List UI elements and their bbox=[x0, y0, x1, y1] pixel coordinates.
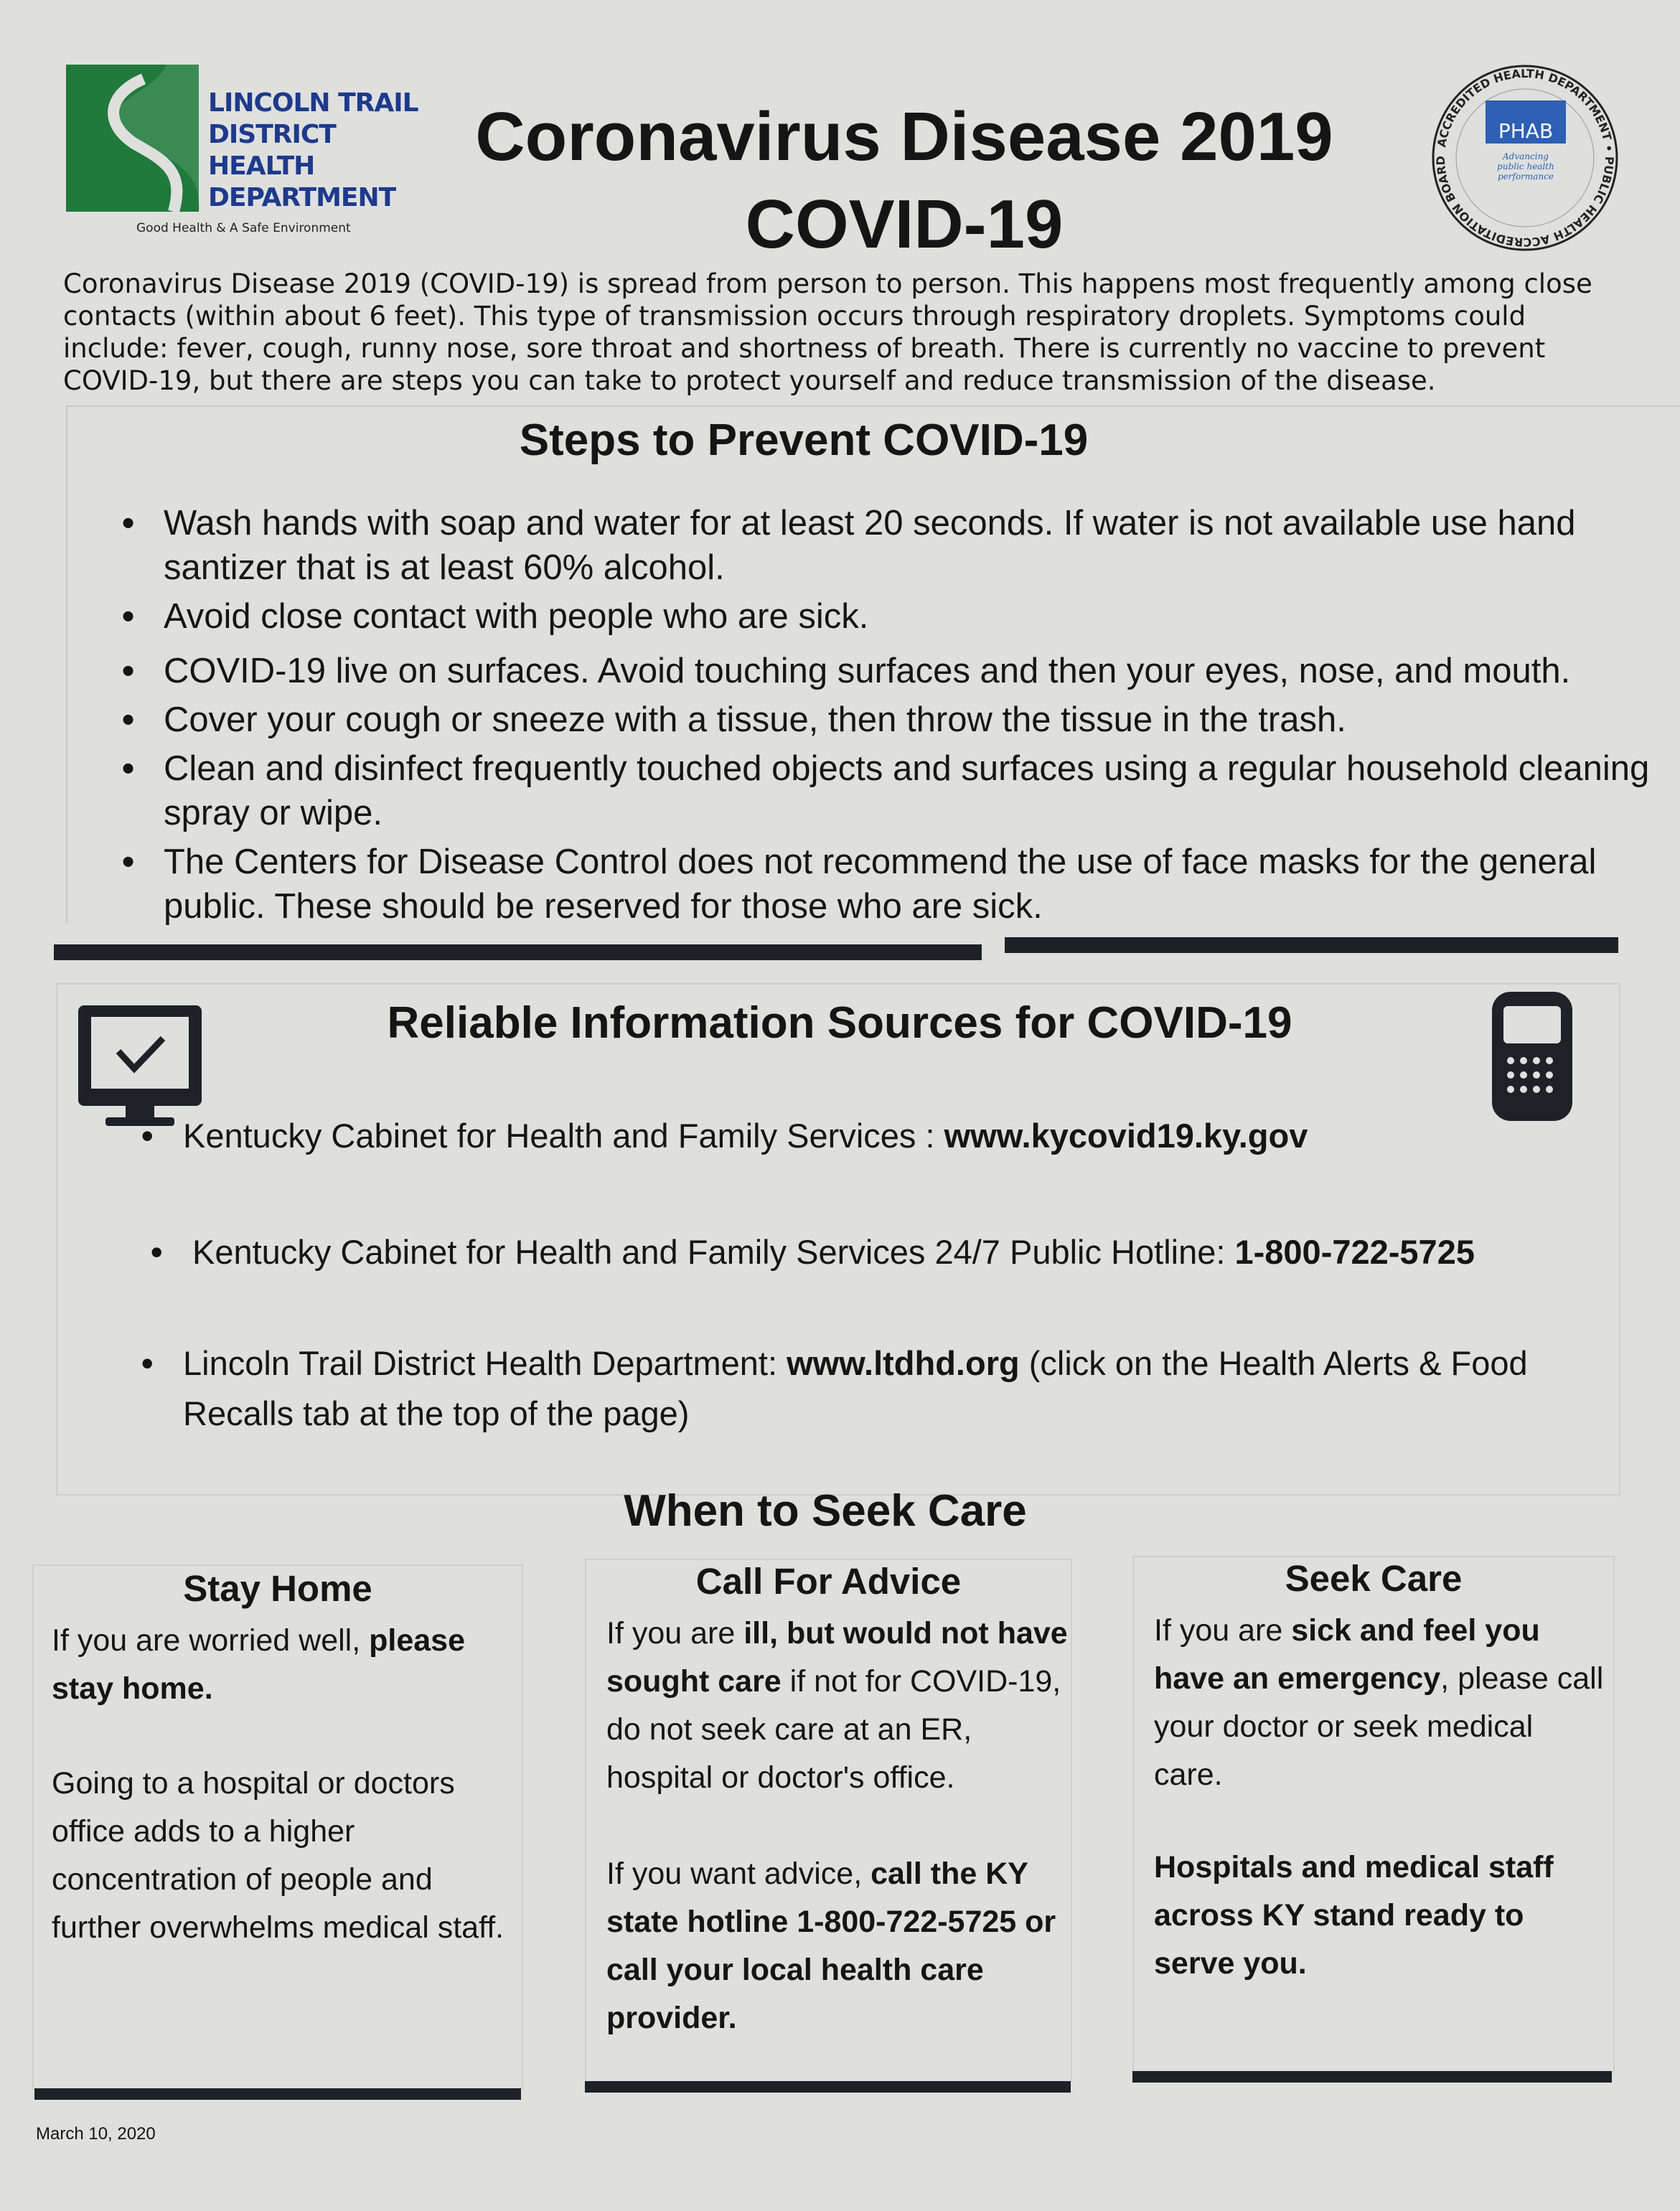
divider bbox=[1005, 937, 1618, 953]
source-note: (click on the Health Alerts & Food Recalls tab at the top of the page) bbox=[183, 1344, 1528, 1432]
list-item: • Avoid close contact with people who are sick. bbox=[122, 594, 1679, 639]
care-heading: When to Seek Care bbox=[624, 1486, 1027, 1536]
card-text-bold: call the KY state hotline 1-800-722-5725 or call your local health care provider. bbox=[606, 1856, 1056, 2035]
seal-sub: Advancing bbox=[1503, 151, 1549, 161]
source-label: Kentucky Cabinet for Health and Family Services : bbox=[183, 1117, 944, 1155]
source-label: Kentucky Cabinet for Health and Family Services 24/7 Public Hotline: bbox=[192, 1233, 1235, 1271]
card-text-bold: please stay home. bbox=[52, 1623, 465, 1706]
logo-line: DISTRICT bbox=[208, 120, 336, 149]
mobile-phone-icon bbox=[1489, 989, 1575, 1124]
logo-line: LINCOLN TRAIL bbox=[208, 88, 418, 118]
phab-seal-icon bbox=[1428, 57, 1622, 258]
card-text-bold: sick and feel you have an emergency bbox=[1154, 1613, 1540, 1696]
card-body bbox=[606, 1850, 1066, 2042]
title-line-1: Coronavirus Disease 2019 bbox=[475, 98, 1333, 175]
list-item: • Cover your cough or sneeze with a tissue, then throw the tissue in the trash. bbox=[122, 698, 1679, 742]
seal-ring-text: ACCREDITED HEALTH DEPARTMENT • PUBLIC HEALTH ACCREDITATION BOARD bbox=[1433, 66, 1617, 250]
steps-list bbox=[122, 501, 1679, 933]
footer-date: March 10, 2020 bbox=[36, 2124, 156, 2144]
seal-sub: public health bbox=[1497, 161, 1554, 172]
stay-home-card bbox=[32, 1564, 523, 2090]
bullet: • bbox=[141, 1344, 154, 1382]
call-advice-card bbox=[585, 1559, 1072, 2083]
source-item bbox=[151, 1227, 1628, 1277]
seek-care-card bbox=[1132, 1556, 1615, 2074]
card-title: Seek Care bbox=[1285, 1558, 1463, 1599]
card-text-bold: ill, but would not have sought care bbox=[606, 1616, 1068, 1699]
card-text: If you are worried well, bbox=[52, 1623, 370, 1658]
source-link[interactable]: www.ltdhd.org bbox=[787, 1344, 1020, 1382]
card-underline bbox=[34, 2088, 521, 2100]
logo-line: DEPARTMENT bbox=[208, 183, 396, 212]
card-text: If you are bbox=[1154, 1613, 1292, 1648]
card-body bbox=[52, 1617, 511, 1713]
card-text: If you are bbox=[606, 1616, 744, 1651]
source-item bbox=[141, 1338, 1590, 1439]
card-body bbox=[606, 1610, 1080, 1802]
seal-badge: PHAB bbox=[1498, 119, 1554, 143]
logo-wordmark bbox=[208, 88, 418, 214]
card-text: if not for COVID-19, do not seek care at an ER, hospital or doctor's office. bbox=[606, 1664, 1061, 1795]
card-title: Stay Home bbox=[183, 1568, 372, 1609]
divider bbox=[54, 944, 982, 960]
list-item: • Clean and disinfect frequently touched objects and surfaces using a regular household cleaning spray or wipe. bbox=[122, 746, 1679, 835]
sources-heading: Reliable Information Sources for COVID-19 bbox=[387, 998, 1292, 1048]
list-item: • The Centers for Disease Control does not recommend the use of face masks for the general public. These should be reserved for those who are sick. bbox=[122, 840, 1679, 929]
list-item: • Wash hands with soap and water for at least 20 seconds. If water is not available use hand santizer that is at least 60% alcohol. bbox=[122, 501, 1679, 590]
source-label: Lincoln Trail District Health Department: bbox=[183, 1344, 787, 1382]
title-line-2: COVID-19 bbox=[745, 186, 1064, 263]
logo-line: HEALTH bbox=[208, 151, 315, 181]
card-title: Call For Advice bbox=[695, 1561, 962, 1602]
card-body bbox=[1154, 1607, 1606, 1799]
card-text: If you want advice, bbox=[606, 1856, 871, 1891]
card-body: Hospitals and medical staff across KY stand ready to serve you. bbox=[1154, 1850, 1554, 1981]
bullet: • bbox=[141, 1117, 154, 1155]
card-text: , please call your doctor or seek medical care. bbox=[1154, 1661, 1604, 1792]
steps-heading: Steps to Prevent COVID-19 bbox=[519, 416, 1089, 465]
page-title bbox=[402, 93, 1407, 268]
seal-sub: performance bbox=[1497, 172, 1554, 182]
source-item bbox=[141, 1111, 1582, 1161]
card-body: Going to a hospital or doctors office adds to a higher concentration of people and further overwhelms medical staff. bbox=[52, 1766, 505, 1945]
card-underline bbox=[1132, 2071, 1612, 2083]
bullet: • bbox=[151, 1233, 163, 1271]
logo-tagline: Good Health & A Safe Environment bbox=[136, 221, 351, 235]
source-hotline: 1-800-722-5725 bbox=[1234, 1233, 1475, 1271]
list-item: • COVID-19 live on surfaces. Avoid touching surfaces and then your eyes, nose, and mouth. bbox=[122, 649, 1679, 693]
intro-paragraph: Coronavirus Disease 2019 (COVID-19) is spread from person to person. This happens most frequently among close contacts (within about 6 feet). This type of transmission occurs through respiratory droplets. Symptoms could include: fever, cough, runny nose, sore throat and shortness of breath. There is currently no vaccine to prevent COVID-19, but there are steps you can take to protect yourself and reduce transmission of the disease. bbox=[63, 268, 1592, 396]
source-link[interactable]: www.kycovid19.ky.gov bbox=[944, 1117, 1308, 1155]
card-underline bbox=[585, 2081, 1071, 2093]
